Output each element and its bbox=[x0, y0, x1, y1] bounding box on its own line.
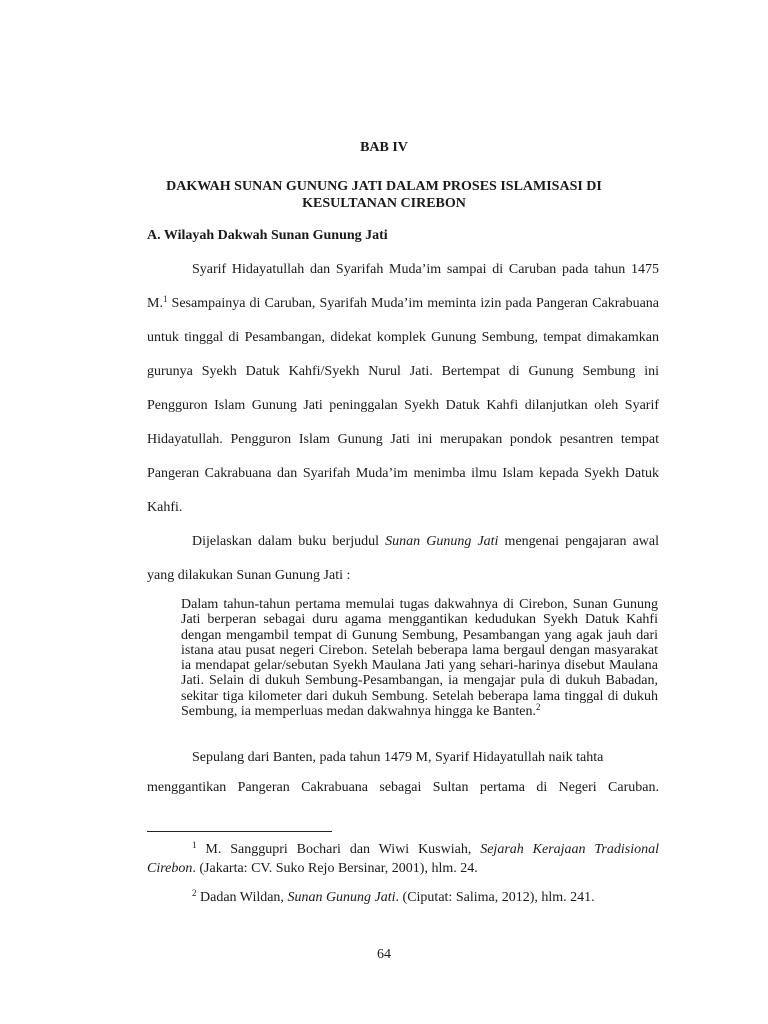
footnote-2: $^2$ Dadan Wildan, Sunan Gunung Jati. (Ciputat: Salima, 2012), hlm. 241. bbox=[192, 888, 595, 905]
footnote-1: $^1$ M. Sanggupri Bochari dan Wiwi Kuswiah, Sejarah Kerajaan Tradisional Cirebon. (Jakarta: CV. Suko Rejo Bersinar, 2001), hlm. 24. bbox=[147, 840, 659, 876]
paragraph-2: Dijelaskan dalam buku berjudul Sunan Gunung Jati mengenai pengajaran awal yang dilakukan Sunan Gunung Jati : bbox=[147, 534, 660, 583]
footnote-ref-2: 2 bbox=[535, 702, 541, 713]
paragraph-3-line-1: Sepulang dari Banten, pada tahun 1479 M, Syarif Hidayatullah naik tahta bbox=[192, 750, 604, 765]
section-heading: A. Wilayah Dakwah Sunan Gunung Jati bbox=[147, 228, 388, 243]
block-quote: Dalam tahun-tahun pertama memulai tugas dakwahnya di Cirebon, Sunan Gunung Jati berperan sebagai duru agama menggantikan kedudukan Syekh Datuk Kahfi dengan mengambil tempat di Gunung Sembung, Pesambangan yang agak jauh dari istana atau pusat negeri Cirebon. Setelah beberapa lama bergaul dengan masyarakat ia mendapat gelar/sebutan Syekh Maulana Jati yang sehari-harinya disebut Maulana Jati. Selain di dukuh Sembung-Pesambangan, ia mengajar pula di dukuh Babadan, sekitar tiga kilometer dari dukuh Sembung. Setelah beberapa lama tinggal di dukuh Sembung, ia memperluas medan dakwahnya hingga ke Banten.$^2$ bbox=[181, 597, 658, 720]
footnote-divider bbox=[147, 831, 332, 832]
chapter-label: BAB IV bbox=[360, 140, 408, 155]
paragraph-3-line-2: menggantikan Pangeran Cakrabuana sebagai Sultan pertama di Negeri Caruban. bbox=[147, 780, 659, 795]
page-number: 64 bbox=[377, 947, 391, 962]
book-title: Sunan Gunung Jati bbox=[385, 534, 499, 549]
footnote-ref-1: 1 bbox=[162, 294, 168, 304]
chapter-title-line-1: DAKWAH SUNAN GUNUNG JATI DALAM PROSES ISLAMISASI DI bbox=[166, 179, 602, 194]
body-text bbox=[147, 253, 659, 593]
chapter-title-line-2: KESULTANAN CIREBON bbox=[302, 196, 466, 211]
paragraph-1: Syarif Hidayatullah dan Syarifah Muda’im sampai di Caruban pada tahun 1475 M.$^1$ Sesampainya di Caruban, Syarifah Muda’im meminta izin pada Pangeran Cakrabuana untuk tinggal di Pesambangan, didekat komplek Gunung Sembung, tempat dimakamkan gurunya Syekh Datuk Kahfi/Syekh Nurul Jati. Bertempat di Gunung Sembung ini Pengguron Islam Gunung Jati peninggalan Syekh Datuk Kahfi dilanjutkan oleh Syarif Hidayatullah. Pengguron Islam Gunung Jati ini merupakan pondok pesantren tempat Pangeran Cakrabuana dan Syarifah Muda’im menimba ilmu Islam kepada Syekh Datuk Kahfi. bbox=[147, 262, 659, 515]
